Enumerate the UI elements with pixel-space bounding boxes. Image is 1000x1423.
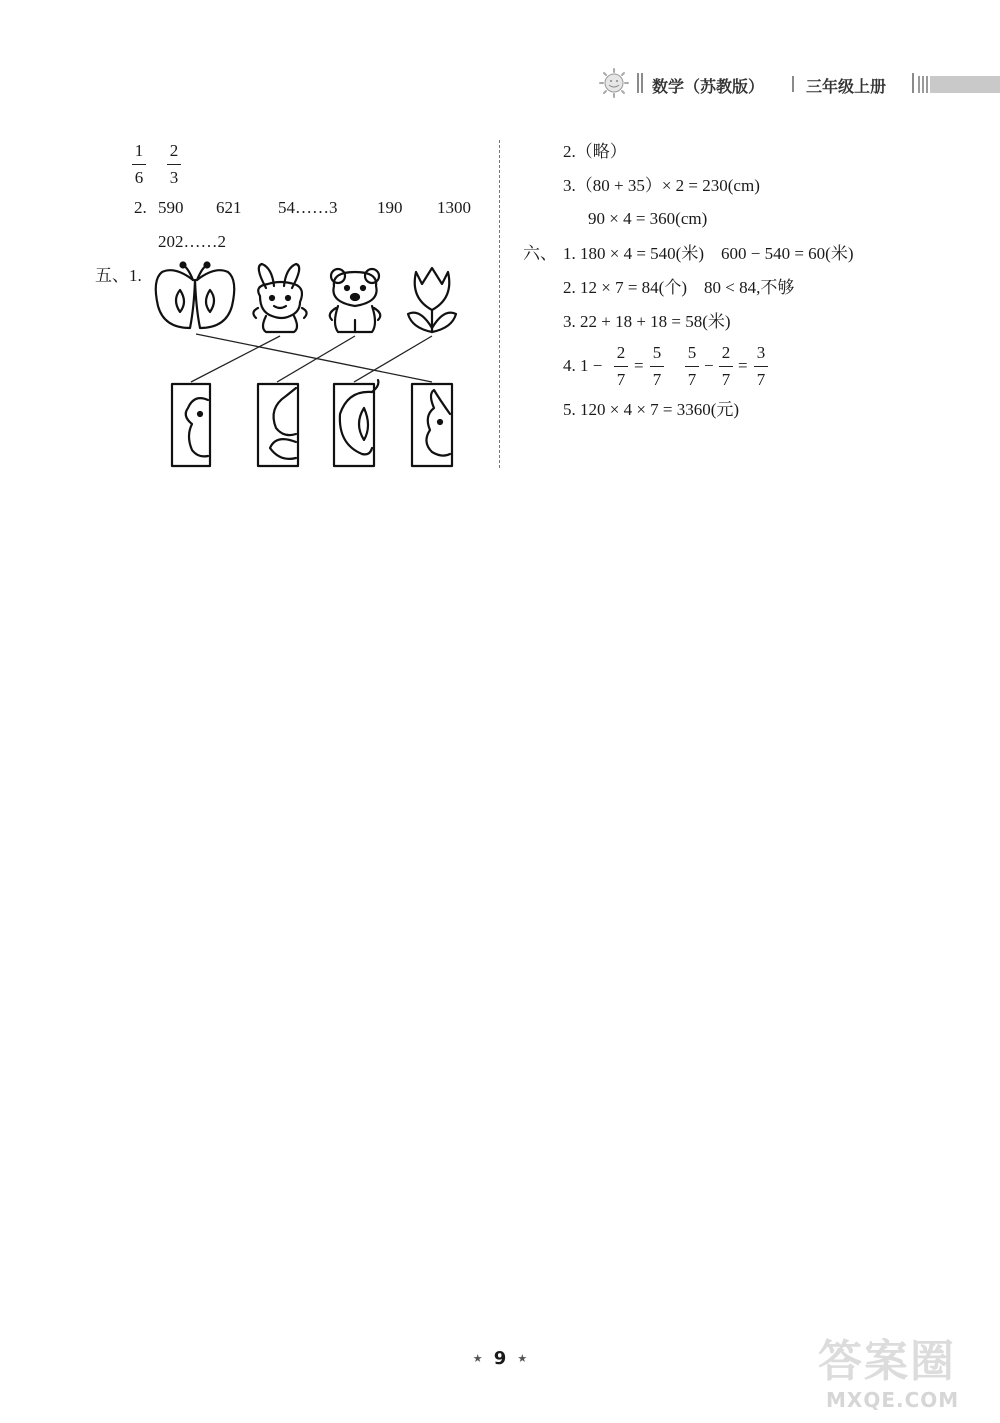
page-number: 9	[493, 1348, 507, 1369]
fraction	[167, 141, 181, 188]
fraction	[754, 343, 768, 390]
fraction	[685, 343, 699, 390]
header-stripes	[918, 76, 928, 93]
fraction-numerator: 1	[134, 141, 144, 160]
half-rabbit-card	[412, 384, 452, 466]
fraction	[614, 343, 628, 390]
star-icon: ★	[517, 1352, 528, 1365]
header-gray-band	[930, 76, 1000, 93]
matching-figure	[150, 258, 470, 470]
section-label: 五、1.	[95, 266, 142, 285]
rabbit-icon	[253, 264, 306, 332]
header-divider	[912, 73, 914, 93]
fraction-denominator: 7	[756, 370, 766, 389]
answer-line: 3.（80 + 35）× 2 = 230(cm)	[563, 176, 760, 195]
bear-icon	[330, 269, 381, 332]
question-number: 2.	[134, 198, 147, 217]
fraction-numerator: 3	[756, 343, 766, 362]
fraction	[650, 343, 664, 390]
sun-logo-icon	[596, 68, 632, 98]
fraction-denominator: 6	[134, 168, 144, 187]
answer-line: 5. 120 × 4 × 7 = 3360(元)	[563, 400, 740, 419]
answer-line: 3. 22 + 18 + 18 = 58(米)	[563, 312, 731, 331]
fraction-denominator: 7	[721, 370, 731, 389]
half-butterfly-card	[334, 380, 378, 466]
tulip-icon	[408, 268, 456, 332]
fraction-numerator: 2	[721, 343, 731, 362]
fraction-numerator: 2	[169, 141, 179, 160]
operator: =	[738, 356, 748, 375]
answer-value: 202……2	[158, 232, 226, 251]
answer-line: 2.（略）	[563, 142, 627, 161]
fraction	[132, 141, 146, 188]
half-bear-card	[172, 384, 210, 466]
answer-value: 54……3	[278, 198, 338, 217]
operator: =	[634, 356, 644, 375]
matching-lines	[191, 334, 432, 382]
header-divider	[792, 76, 794, 92]
fraction-denominator: 7	[652, 370, 662, 389]
fraction-numerator: 5	[687, 343, 697, 362]
header-title: 数学（苏教版）	[652, 77, 765, 96]
watermark	[818, 1338, 993, 1418]
fraction-denominator: 7	[687, 370, 697, 389]
header-divider	[637, 73, 639, 93]
column-divider	[499, 140, 500, 468]
answer-value: 1300	[437, 198, 471, 217]
fraction-numerator: 5	[652, 343, 662, 362]
answer-line: 1. 180 × 4 = 540(米) 600 − 540 = 60(米)	[563, 244, 854, 263]
section-label: 六、	[523, 244, 557, 263]
answer-line: 4. 1 −	[563, 356, 603, 375]
answer-value: 190	[377, 198, 403, 217]
half-tulip-card	[258, 384, 298, 466]
watermark-url: MXQE.COM	[826, 1388, 960, 1412]
header-subtitle: 三年级上册	[806, 77, 887, 96]
answer-line: 2. 12 × 7 = 84(个) 80 < 84,不够	[563, 278, 795, 297]
operator: −	[704, 356, 714, 375]
answer-value: 621	[216, 198, 242, 217]
answer-value: 590	[158, 198, 184, 217]
fraction-numerator: 2	[616, 343, 626, 362]
header-divider	[641, 73, 643, 93]
fraction-denominator: 7	[616, 370, 626, 389]
watermark-logo: 答案圈	[818, 1336, 956, 1387]
fraction	[719, 343, 733, 390]
answer-line: 90 × 4 = 360(cm)	[588, 209, 708, 228]
star-icon: ★	[472, 1352, 483, 1365]
butterfly-icon	[156, 263, 235, 329]
fraction-denominator: 3	[169, 168, 179, 187]
